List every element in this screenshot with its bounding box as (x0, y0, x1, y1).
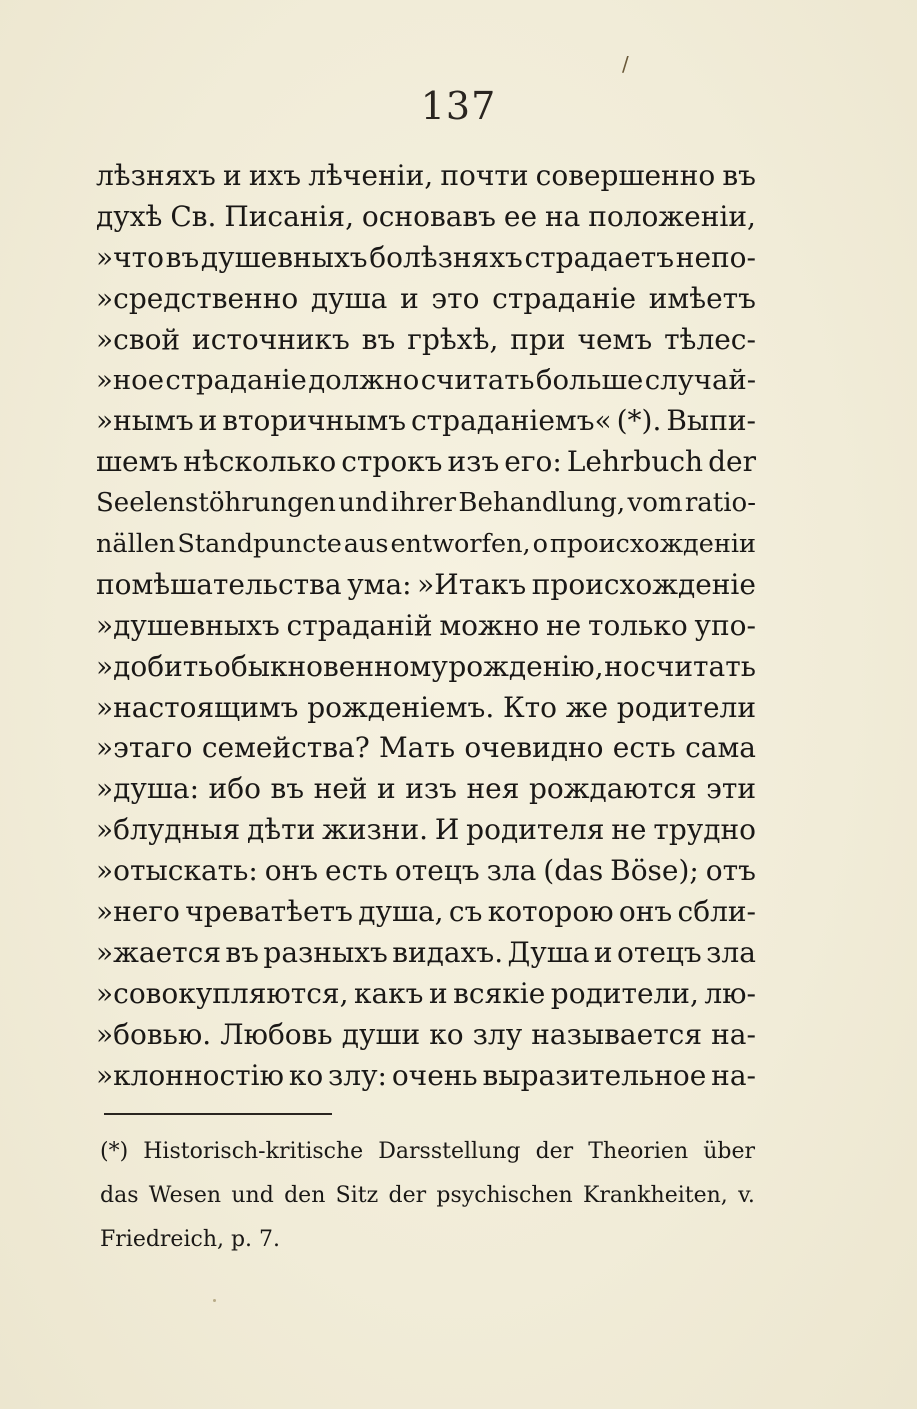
text-line: »нымъ и вторичнымъ страданіемъ« (*). Выпи- (96, 404, 756, 438)
text-line: »средственно душа и это страданіе имѣетъ (96, 281, 756, 315)
text-line: »бовью. Любовь души ко злу называется на- (96, 1017, 756, 1051)
text-line: »душевныхъ страданій можно не только упо- (96, 608, 756, 642)
text-line: »отыскать: онъ есть отецъ зла (das Böse); отъ (96, 854, 756, 888)
text-line: »блудныя дѣти жизни. И родителя не трудно (96, 813, 756, 847)
footnote-divider (104, 1113, 332, 1115)
footnote (100, 1130, 755, 1262)
text-line: »душа: ибо въ ней и изъ нея рождаются эти (96, 772, 756, 806)
paper-speck (213, 1299, 216, 1302)
text-line: »совокупляются, какъ и всякіе родители, лю- (96, 976, 756, 1010)
text-line: »настоящимъ рожденіемъ. Кто же родители (96, 690, 756, 724)
text-line: »жается въ разныхъ видахъ. Душа и отецъ зла (96, 935, 756, 969)
footnote-line: (*) Historisch-kritische Darsstellung der Theorien über (100, 1139, 755, 1164)
text-line: »добить обыкновенному рожденію, но считать (96, 649, 756, 683)
text-line: »этаго семейства? Мать очевидно есть сама (96, 731, 756, 765)
footnote-line: Friedreich, p. 7. (100, 1227, 281, 1252)
text-line: »что въ душевныхъ болѣзняхъ страдаетъ непо- (96, 240, 756, 274)
text-line: помѣшательства ума: »Итакъ происхожденіе (96, 567, 756, 601)
text-line: Seelenstöhrungen und ihrer Behandlung, vom ratio- (96, 488, 756, 519)
text-line: nällen Standpuncte aus entworfen, о происхожденіи (96, 529, 756, 560)
text-line: шемъ нѣсколько строкъ изъ его: Lehrbuch der (96, 445, 756, 479)
text-line: »свой источникъ въ грѣхѣ, при чемъ тѣлес- (96, 322, 756, 356)
text-line: »ное страданіе должно считать больше случай- (96, 364, 756, 397)
text-line: лѣзняхъ и ихъ лѣченіи, почти совершенно въ (96, 159, 756, 192)
text-line: »клонностію ко злу: очень выразительное на- (96, 1058, 756, 1092)
text-line: »него чреватѣетъ душа, съ которою онъ сбли- (96, 895, 756, 929)
text-line: духѣ Св. Писанія, основавъ ее на положеніи, (96, 199, 756, 233)
body-text (96, 156, 756, 1096)
footnote-line: das Wesen und den Sitz der psychischen Krankheiten, v. (100, 1183, 755, 1208)
corner-pencil-mark: / (622, 52, 629, 76)
page-number: 137 (420, 84, 497, 128)
